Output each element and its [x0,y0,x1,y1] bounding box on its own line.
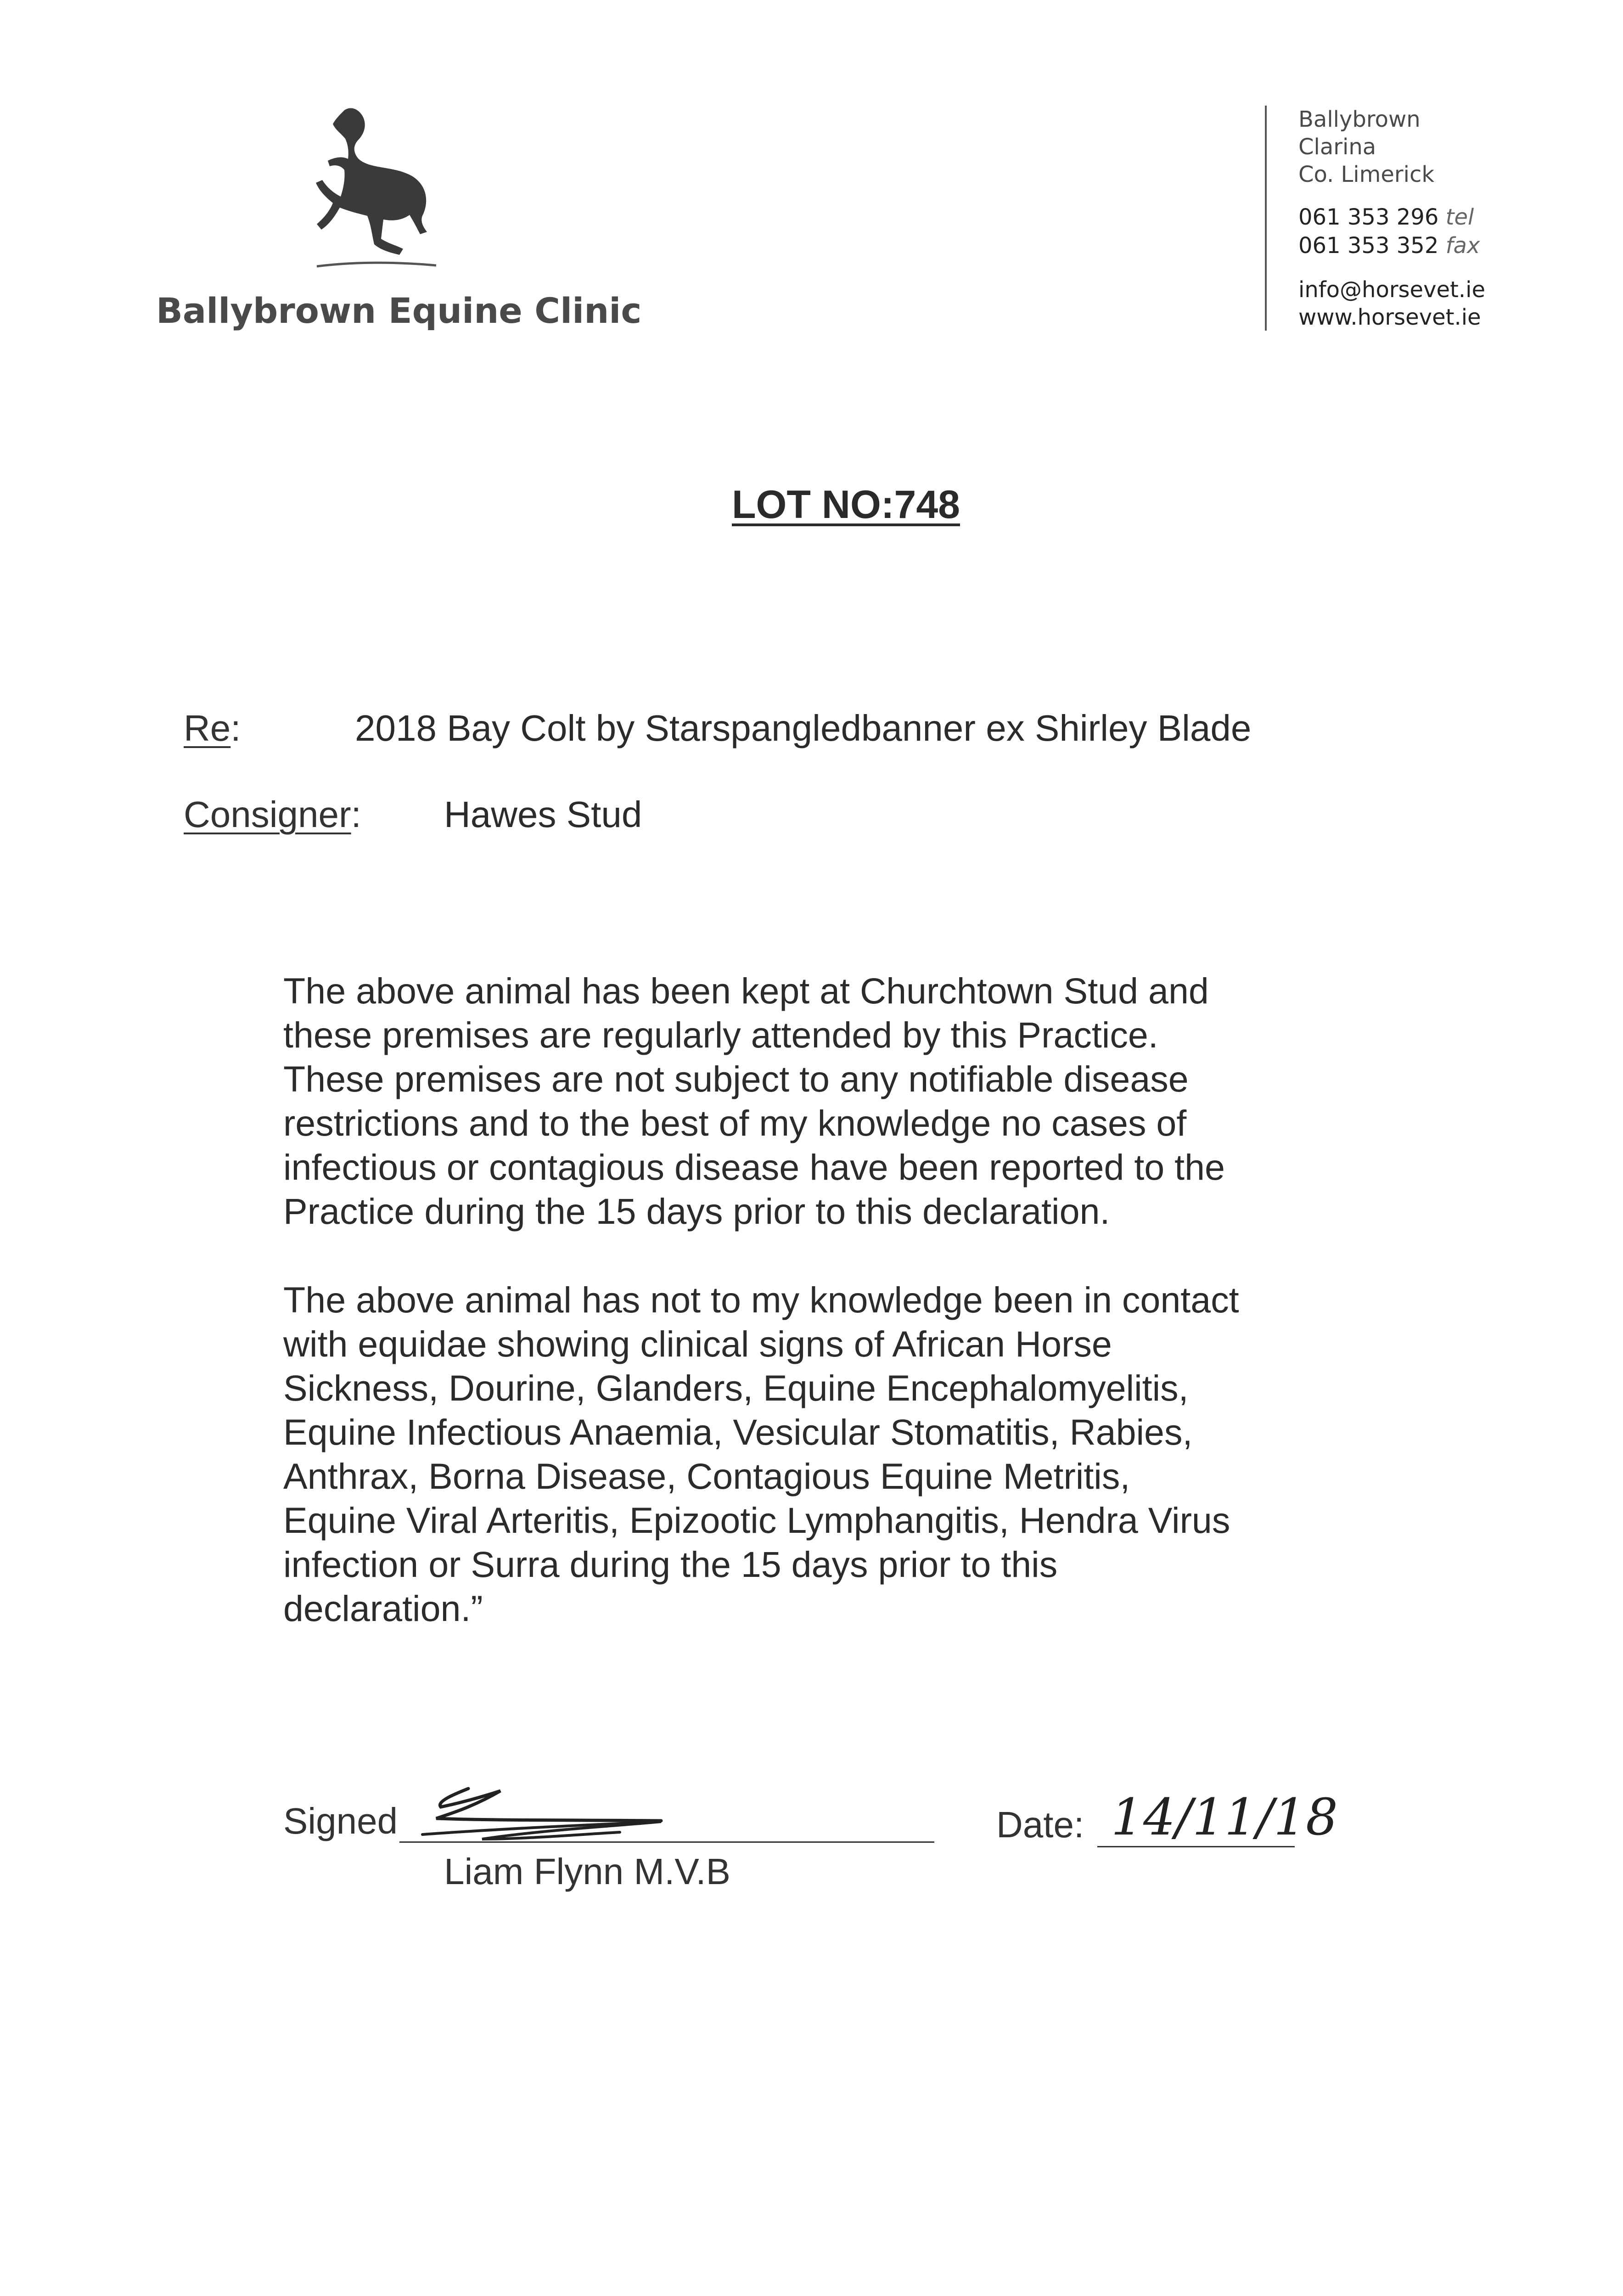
date-label: Date: [996,1804,1084,1845]
tel-number: 061 353 296 [1298,204,1439,230]
paragraph-line: Practice during the 15 days prior to this declaration. [283,1191,1110,1232]
email-link[interactable]: info@horsevet.ie [1298,277,1485,303]
fax-line [1298,233,1480,259]
consigner-label-colon: : [351,794,361,835]
rearing-horse-logo-icon [289,101,455,280]
signer-name: Liam Flynn M.V.B [444,1851,730,1892]
handwritten-date [1106,1784,1338,1853]
lot-heading: LOT NO:748 [732,483,960,527]
paragraph-line: restrictions and to the best of my knowledge no cases of [283,1103,1187,1143]
address-line-3: Co. Limerick [1298,162,1435,187]
consigner-value: Hawes Stud [444,794,642,835]
re-label-text: Re [184,708,231,748]
paragraph-line: Anthrax, Borna Disease, Contagious Equine Metritis, [283,1456,1130,1497]
declaration-paragraph-1 [283,969,1339,1233]
re-label-colon: : [230,708,241,748]
paragraph-line: Equine Viral Arteritis, Epizootic Lymphangitis, Hendra Virus [283,1500,1230,1541]
paragraph-line: Sickness, Dourine, Glanders, Equine Encephalomyelitis, [283,1367,1189,1408]
paragraph-line: declaration.” [283,1588,483,1629]
paragraph-line: The above animal has not to my knowledge been in contact [283,1279,1239,1320]
paragraph-line: Equine Infectious Anaemia, Vesicular Stomatitis, Rabies, [283,1412,1193,1452]
consigner-label [184,793,361,836]
fax-number: 061 353 352 [1298,233,1439,259]
fax-suffix: fax [1445,233,1480,259]
paragraph-line: with equidae showing clinical signs of African Horse [283,1323,1112,1364]
paragraph-line: The above animal has been kept at Churchtown Stud and [283,970,1209,1011]
address-line-1: Ballybrown [1298,107,1421,132]
letterhead-divider [1265,106,1267,331]
declaration-paragraph-2 [283,1278,1339,1631]
paragraph-line: These premises are not subject to any notifiable disease [283,1058,1189,1099]
paragraph-line: infection or Surra during the 15 days prior to this [283,1544,1058,1585]
paragraph-line: infectious or contagious disease have been reported to the [283,1147,1225,1187]
re-label [184,707,241,749]
address-line-2: Clarina [1298,134,1376,160]
signed-label: Signed [283,1801,398,1841]
paragraph-line: these premises are regularly attended by this Practice. [283,1014,1158,1055]
tel-line [1298,204,1474,230]
consigner-label-text: Consigner [184,794,351,835]
handwritten-date-text: 14/11/18 [1111,1788,1338,1846]
website-link[interactable]: www.horsevet.ie [1298,304,1481,330]
tel-suffix: tel [1445,204,1474,230]
re-value: 2018 Bay Colt by Starspangledbanner ex Shirley Blade [355,708,1252,748]
clinic-name: Ballybrown Equine Clinic [156,290,642,331]
